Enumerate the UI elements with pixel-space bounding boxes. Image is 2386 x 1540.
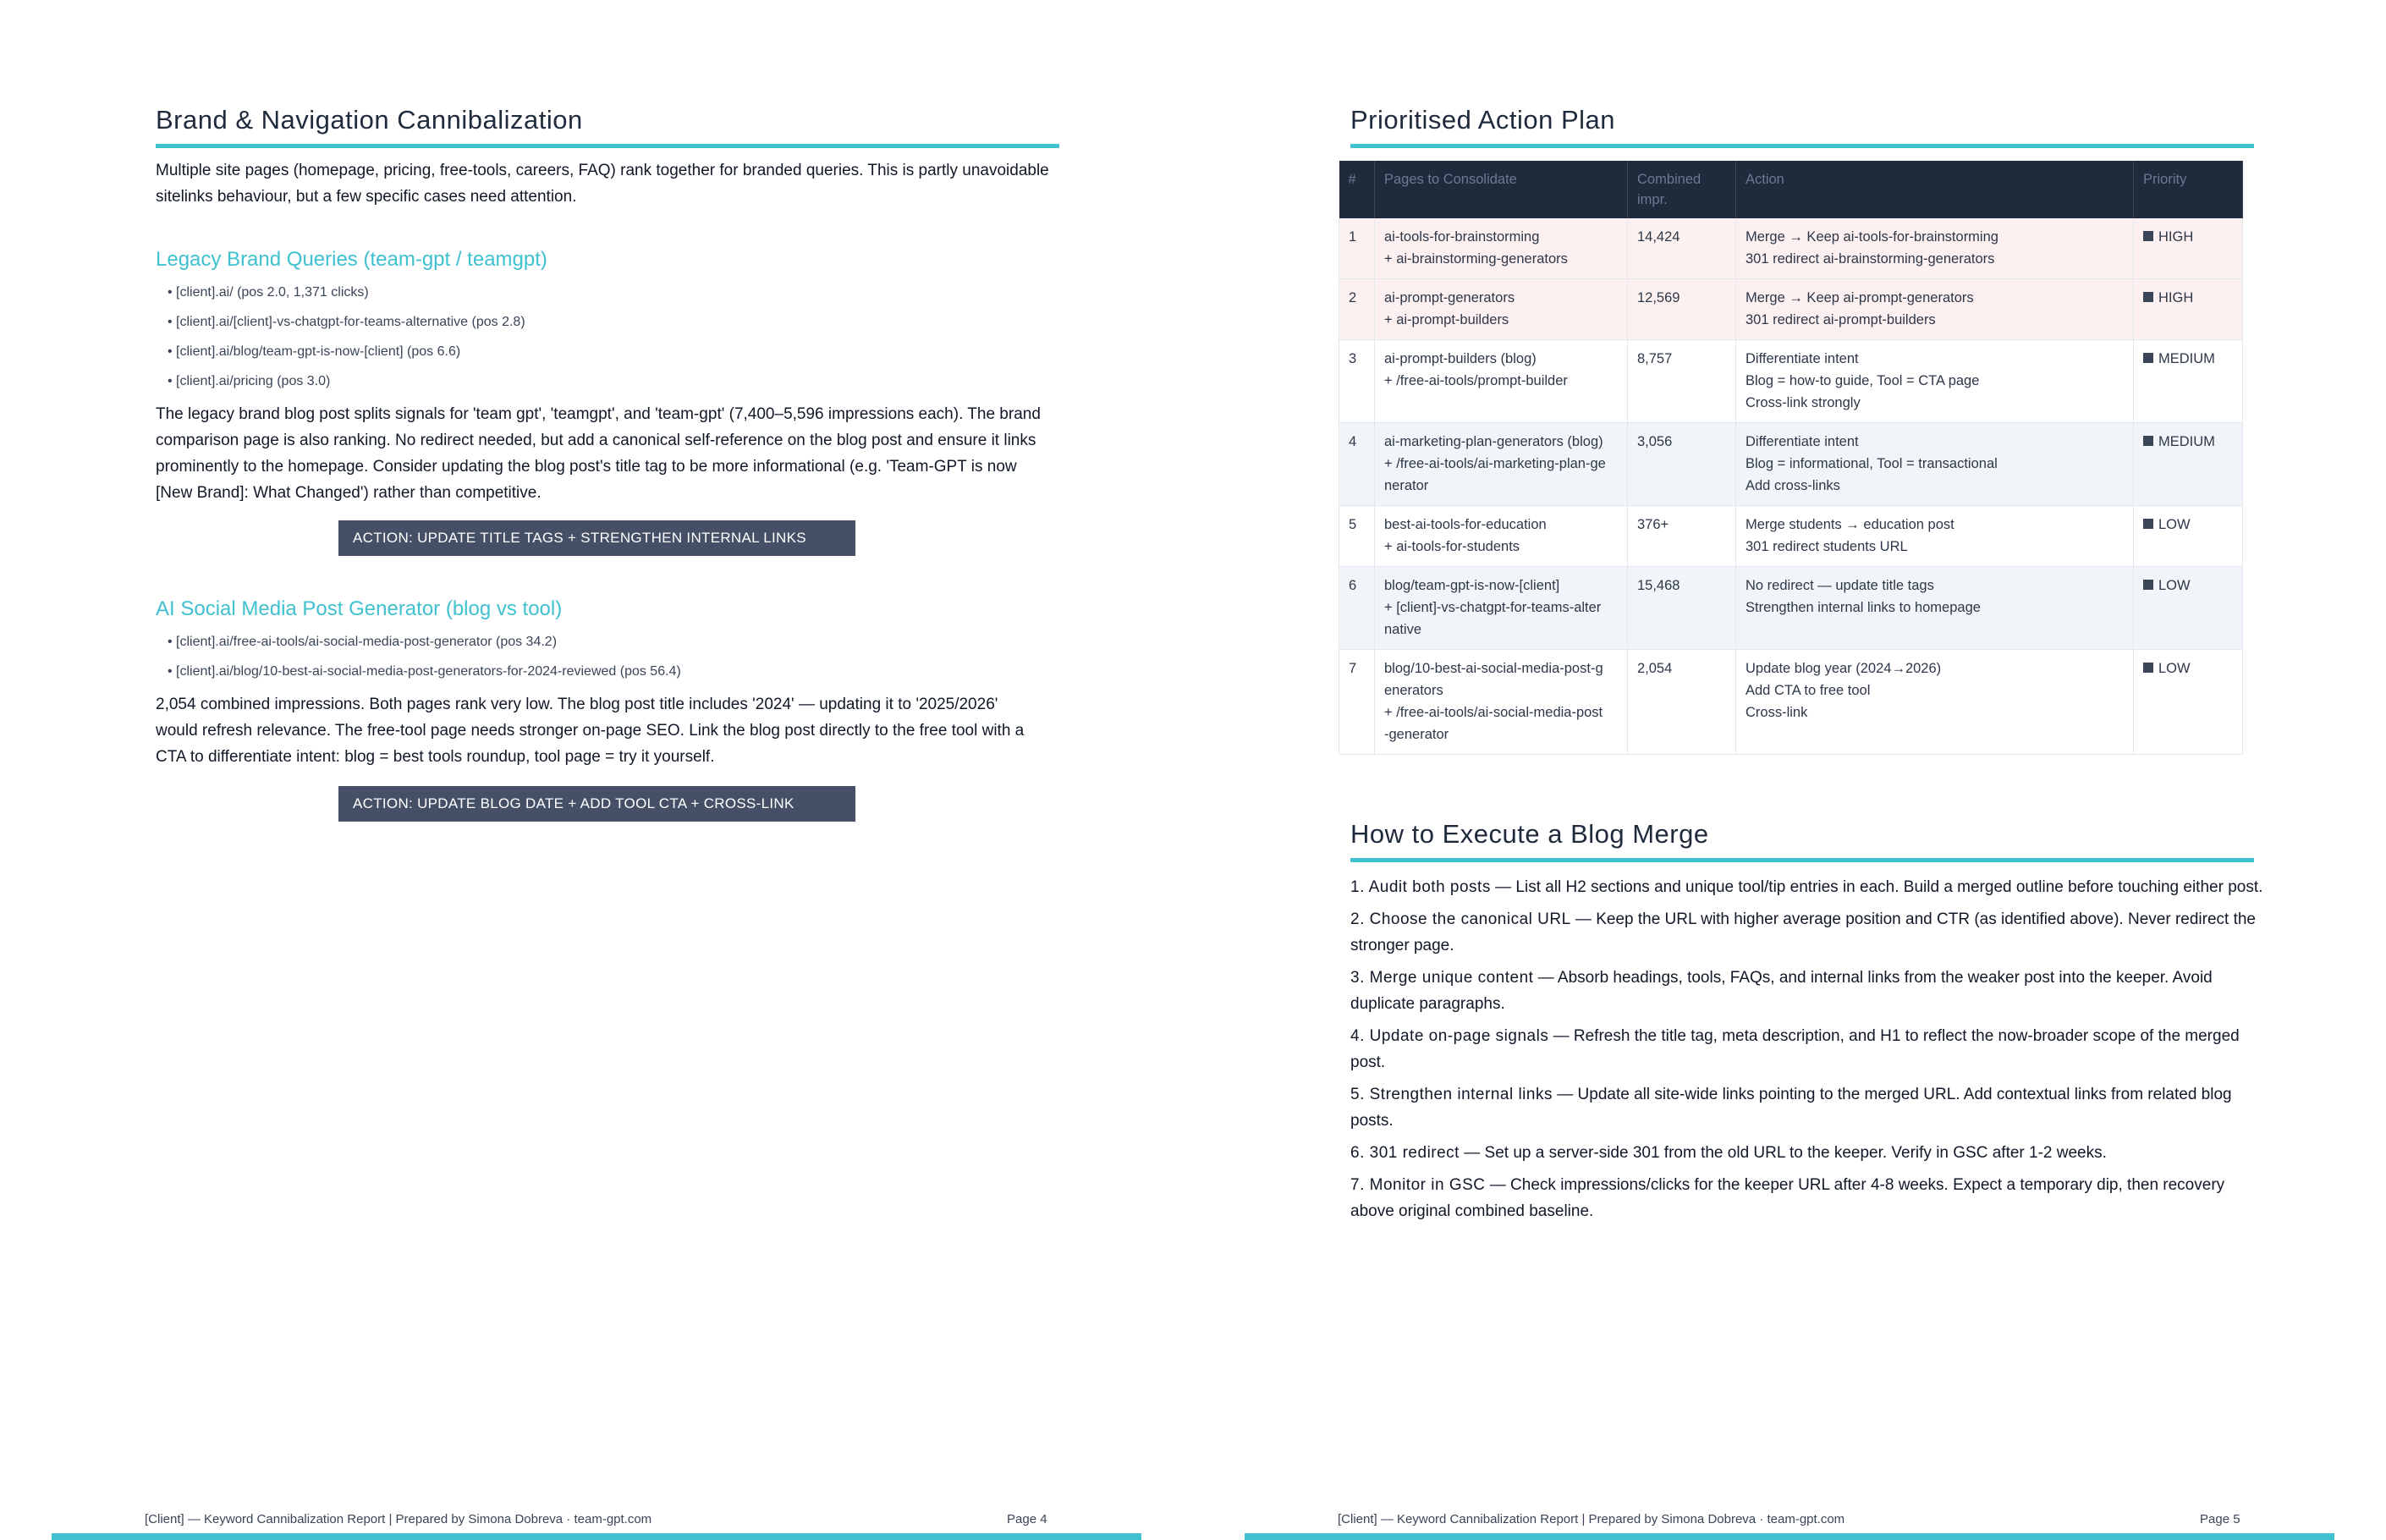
priority-square-icon	[2143, 353, 2153, 363]
cell-line: + /free-ai-tools/ai-marketing-plan-ge	[1384, 456, 1606, 471]
action-callout: ACTION: UPDATE BLOG DATE + ADD TOOL CTA + CROSS-LINK	[338, 786, 855, 822]
title-rule	[1350, 858, 2254, 862]
list-item: 2. Choose the canonical URL — Keep the URL with higher average position and CTR (as identified above). Never redirect the stronger page.	[1350, 910, 2256, 954]
cell-line: Merge students → education post	[1746, 517, 1954, 532]
action-cell	[1736, 650, 2134, 755]
title-rule	[1350, 144, 2254, 148]
table-row	[1339, 567, 2243, 650]
pages-cell	[1375, 218, 1628, 279]
list-item: • [client].ai/blog/10-best-ai-social-media-post-generators-for-2024-reviewed (pos 56.4)	[168, 661, 681, 690]
column-header: Pages to Consolidate	[1375, 161, 1628, 218]
footer-bar	[52, 1533, 1141, 1540]
cell-line: + ai-tools-for-students	[1384, 539, 1520, 554]
action-cell	[1736, 340, 2134, 423]
cell-line: ai-marketing-plan-generators (blog)	[1384, 434, 1603, 449]
priority-cell	[2134, 650, 2243, 755]
table-row	[1339, 506, 2243, 567]
cell-line: 301 redirect students URL	[1746, 539, 1908, 554]
pages-cell	[1375, 279, 1628, 340]
intro-paragraph: Multiple site pages (homepage, pricing, free-tools, careers, FAQ) rank together for branded queries. This is partly unavoidable sitelinks behaviour, but a few specific cases need attention.	[156, 162, 1049, 206]
section-title: Prioritised Action Plan	[1350, 105, 1616, 135]
cell-line: nerator	[1384, 478, 1429, 493]
table-row	[1339, 650, 2243, 755]
bullet-list	[168, 631, 681, 690]
cell-line: ai-prompt-generators	[1384, 290, 1515, 305]
cell-line: Blog = how-to guide, Tool = CTA page	[1746, 373, 1980, 388]
priority-label: MEDIUM	[2158, 434, 2215, 449]
body-paragraph: The legacy brand blog post splits signals for 'team gpt', 'teamgpt', and 'team-gpt' (7,400–5,596 impressions each). The brand comparison page is also ranking. No redirect needed, but add a canonical self-reference on the blog post and ensure it links prominently to the homepage. Consider updating the blog post's title tag to be more informational (e.g. 'Team-GPT is now [New Brand]: What Changed') rather than competitive.	[156, 405, 1041, 502]
list-item: 5. Strengthen internal links — Update all site-wide links pointing to the merged URL. Add contextual links from related blog posts.	[1350, 1086, 2232, 1130]
cell-line: Update blog year (2024→2026)	[1746, 661, 1942, 676]
priority-cell	[2134, 567, 2243, 650]
impressions-cell: 15,468	[1628, 567, 1736, 650]
list-item: 4. Update on-page signals — Refresh the title tag, meta description, and H1 to reflect the now-broader scope of the merged post.	[1350, 1027, 2240, 1071]
pages-cell	[1375, 650, 1628, 755]
body-paragraph: 2,054 combined impressions. Both pages rank very low. The blog post title includes '2024' — updating it to '2025/2026' would refresh relevance. The free-tool page needs stronger on-page SEO. Link the blog post directly to the free tool with a CTA to differentiate intent: blog = best tools roundup, tool page = try it yourself.	[156, 696, 1025, 766]
cell-line: Merge → Keep ai-tools-for-brainstorming	[1746, 229, 1998, 245]
action-plan-table	[1339, 161, 2243, 755]
priority-square-icon	[2143, 580, 2153, 590]
cell-line: ai-tools-for-brainstorming	[1384, 229, 1540, 245]
page-number: Page 5	[2200, 1512, 2240, 1526]
list-item: • [client].ai/[client]-vs-chatgpt-for-teams-alternative (pos 2.8)	[168, 311, 525, 341]
cell-line: Merge → Keep ai-prompt-generators	[1746, 290, 1974, 305]
row-number: 6	[1339, 567, 1375, 650]
cell-line: + ai-prompt-builders	[1384, 312, 1509, 327]
impressions-cell: 2,054	[1628, 650, 1736, 755]
cell-line: blog/10-best-ai-social-media-post-g	[1384, 661, 1603, 676]
column-header: #	[1339, 161, 1375, 218]
cell-line: + ai-brainstorming-generators	[1384, 251, 1568, 267]
row-number: 5	[1339, 506, 1375, 567]
cell-line: Cross-link strongly	[1746, 395, 1861, 410]
footer-bar	[1245, 1533, 2334, 1540]
bullet-list	[168, 282, 525, 400]
subsection-heading: AI Social Media Post Generator (blog vs tool)	[156, 597, 563, 620]
action-callout: ACTION: UPDATE TITLE TAGS + STRENGTHEN INTERNAL LINKS	[338, 520, 855, 556]
merge-steps-list	[1350, 874, 2264, 1230]
action-cell	[1736, 423, 2134, 506]
row-number: 2	[1339, 279, 1375, 340]
table-header-row	[1339, 161, 2243, 218]
priority-cell	[2134, 279, 2243, 340]
priority-square-icon	[2143, 519, 2153, 529]
cell-line: best-ai-tools-for-education	[1384, 517, 1547, 532]
row-number: 7	[1339, 650, 1375, 755]
action-cell	[1736, 279, 2134, 340]
impressions-cell: 14,424	[1628, 218, 1736, 279]
priority-square-icon	[2143, 292, 2153, 302]
action-cell	[1736, 506, 2134, 567]
cell-line: ai-prompt-builders (blog)	[1384, 351, 1537, 366]
priority-square-icon	[2143, 436, 2153, 446]
table-row	[1339, 423, 2243, 506]
priority-cell	[2134, 423, 2243, 506]
cell-line: Add CTA to free tool	[1746, 683, 1871, 698]
table-row	[1339, 279, 2243, 340]
priority-cell	[2134, 340, 2243, 423]
pages-cell	[1375, 567, 1628, 650]
section-title: Brand & Navigation Cannibalization	[156, 105, 583, 135]
cell-line: Strengthen internal links to homepage	[1746, 600, 1981, 615]
section-title: How to Execute a Blog Merge	[1350, 819, 1709, 849]
impressions-cell: 3,056	[1628, 423, 1736, 506]
list-item: • [client].ai/ (pos 2.0, 1,371 clicks)	[168, 282, 525, 311]
cell-line: 301 redirect ai-brainstorming-generators	[1746, 251, 1995, 267]
list-item: • [client].ai/free-ai-tools/ai-social-media-post-generator (pos 34.2)	[168, 631, 681, 661]
cell-line: enerators	[1384, 683, 1443, 698]
list-item: 7. Monitor in GSC — Check impressions/clicks for the keeper URL after 4-8 weeks. Expect a temporary dip, then recovery above original combined baseline.	[1350, 1176, 2225, 1220]
column-header: Combined impr.	[1628, 161, 1736, 218]
cell-line: 301 redirect ai-prompt-builders	[1746, 312, 1936, 327]
pages-cell	[1375, 506, 1628, 567]
impressions-cell: 12,569	[1628, 279, 1736, 340]
cell-line: Differentiate intent	[1746, 351, 1859, 366]
cell-line: Differentiate intent	[1746, 434, 1859, 449]
priority-label: LOW	[2158, 578, 2191, 593]
pages-cell	[1375, 423, 1628, 506]
priority-label: HIGH	[2158, 229, 2194, 245]
title-rule	[156, 144, 1059, 148]
cell-line: Cross-link	[1746, 705, 1808, 720]
row-number: 1	[1339, 218, 1375, 279]
page-footer: [Client] — Keyword Cannibalization Report | Prepared by Simona Dobreva · team-gpt.com	[1338, 1512, 1845, 1526]
cell-line: Add cross-links	[1746, 478, 1840, 493]
cell-line: No redirect — update title tags	[1746, 578, 1934, 593]
page-footer: [Client] — Keyword Cannibalization Report | Prepared by Simona Dobreva · team-gpt.com	[145, 1512, 652, 1526]
page-number: Page 4	[1007, 1512, 1047, 1526]
priority-cell	[2134, 218, 2243, 279]
column-header: Action	[1736, 161, 2134, 218]
impressions-cell: 8,757	[1628, 340, 1736, 423]
list-item: 3. Merge unique content — Absorb headings, tools, FAQs, and internal links from the weaker post into the keeper. Avoid duplicate paragraphs.	[1350, 969, 2213, 1013]
list-item: 6. 301 redirect — Set up a server-side 301 from the old URL to the keeper. Verify in GSC after 1-2 weeks.	[1350, 1144, 2107, 1162]
priority-label: LOW	[2158, 661, 2191, 676]
action-cell	[1736, 218, 2134, 279]
list-item: 1. Audit both posts — List all H2 sections and unique tool/tip entries in each. Build a merged outline before touching either post.	[1350, 878, 2263, 896]
cell-line: blog/team-gpt-is-now-[client]	[1384, 578, 1560, 593]
cell-line: -generator	[1384, 727, 1449, 742]
priority-square-icon	[2143, 231, 2153, 241]
row-number: 3	[1339, 340, 1375, 423]
cell-line: + /free-ai-tools/ai-social-media-post	[1384, 705, 1603, 720]
priority-label: MEDIUM	[2158, 351, 2215, 366]
column-header: Priority	[2134, 161, 2243, 218]
cell-line: Blog = informational, Tool = transactional	[1746, 456, 1998, 471]
page-5	[1193, 0, 2386, 1540]
cell-line: + [client]-vs-chatgpt-for-teams-alter	[1384, 600, 1602, 615]
priority-square-icon	[2143, 663, 2153, 673]
list-item: • [client].ai/pricing (pos 3.0)	[168, 371, 525, 400]
cell-line: + /free-ai-tools/prompt-builder	[1384, 373, 1568, 388]
priority-label: LOW	[2158, 517, 2191, 532]
priority-cell	[2134, 506, 2243, 567]
priority-label: HIGH	[2158, 290, 2194, 305]
cell-line: native	[1384, 622, 1422, 637]
table-row	[1339, 340, 2243, 423]
row-number: 4	[1339, 423, 1375, 506]
list-item: • [client].ai/blog/team-gpt-is-now-[client] (pos 6.6)	[168, 341, 525, 371]
table-row	[1339, 218, 2243, 279]
subsection-heading: Legacy Brand Queries (team-gpt / teamgpt)	[156, 248, 547, 271]
action-cell	[1736, 567, 2134, 650]
impressions-cell: 376+	[1628, 506, 1736, 567]
pages-cell	[1375, 340, 1628, 423]
